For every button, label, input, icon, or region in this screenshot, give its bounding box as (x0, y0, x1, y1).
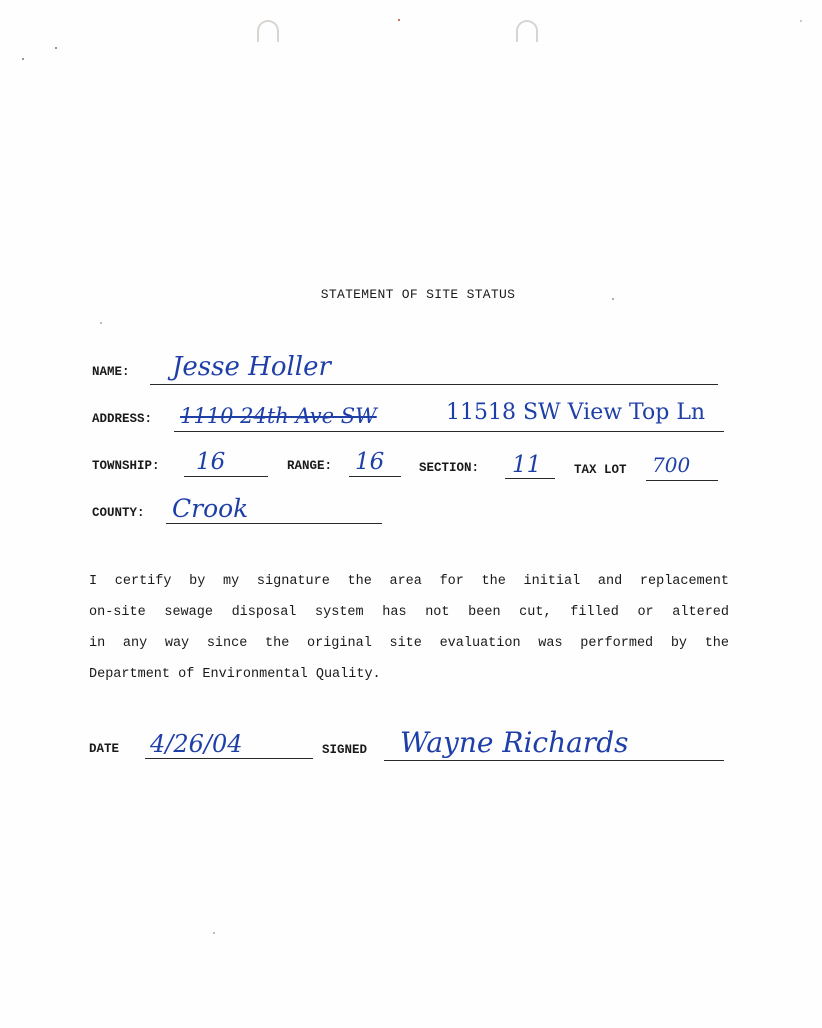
signature-value: Wayne Richards (400, 726, 629, 759)
range-value: 16 (355, 449, 385, 475)
date-line (145, 758, 313, 759)
scan-speck (55, 47, 57, 49)
county-label: COUNTY: (92, 506, 145, 520)
punch-hole-left (257, 20, 279, 42)
township-value: 16 (196, 449, 226, 475)
scan-speck (22, 58, 24, 60)
certification-line: Department of Environmental Quality. (89, 667, 381, 682)
section-line (505, 478, 555, 479)
certification-paragraph (89, 566, 729, 690)
name-value: Jesse Holler (172, 352, 331, 382)
document-title: STATEMENT OF SITE STATUS (320, 287, 516, 302)
address-line (174, 431, 724, 432)
signature-line (384, 760, 724, 761)
range-label: RANGE: (287, 459, 333, 473)
address-label: ADDRESS: (92, 412, 153, 426)
scan-speck (100, 322, 102, 324)
name-label: NAME: (92, 365, 130, 379)
section-label: SECTION: (419, 461, 480, 475)
certification-line: on-site sewage disposal system has not been cut, filled or altered (89, 605, 729, 620)
date-label: DATE (89, 742, 120, 756)
section-value: 11 (512, 452, 542, 478)
county-value: Crook (172, 494, 249, 523)
tax-lot-line (646, 480, 718, 481)
tax-lot-label: TAX LOT (574, 463, 627, 477)
signed-label: SIGNED (322, 743, 368, 757)
date-value: 4/26/04 (150, 730, 243, 758)
address-struck-value: 1110 24th Ave SW (180, 404, 377, 428)
tax-lot-value: 700 (652, 453, 691, 477)
township-label: TOWNSHIP: (92, 459, 160, 473)
range-line (349, 476, 401, 477)
certification-line: I certify by my signature the area for the initial and replacement (89, 574, 729, 589)
county-line (166, 523, 382, 524)
address-value: 11518 SW View Top Ln (446, 400, 706, 425)
certification-line: in any way since the original site evaluation was performed by the (89, 636, 729, 651)
scan-speck (398, 19, 400, 21)
punch-hole-right (516, 20, 538, 42)
township-line (184, 476, 268, 477)
name-line (150, 384, 718, 385)
scan-speck (213, 932, 215, 934)
scan-speck (800, 20, 802, 22)
